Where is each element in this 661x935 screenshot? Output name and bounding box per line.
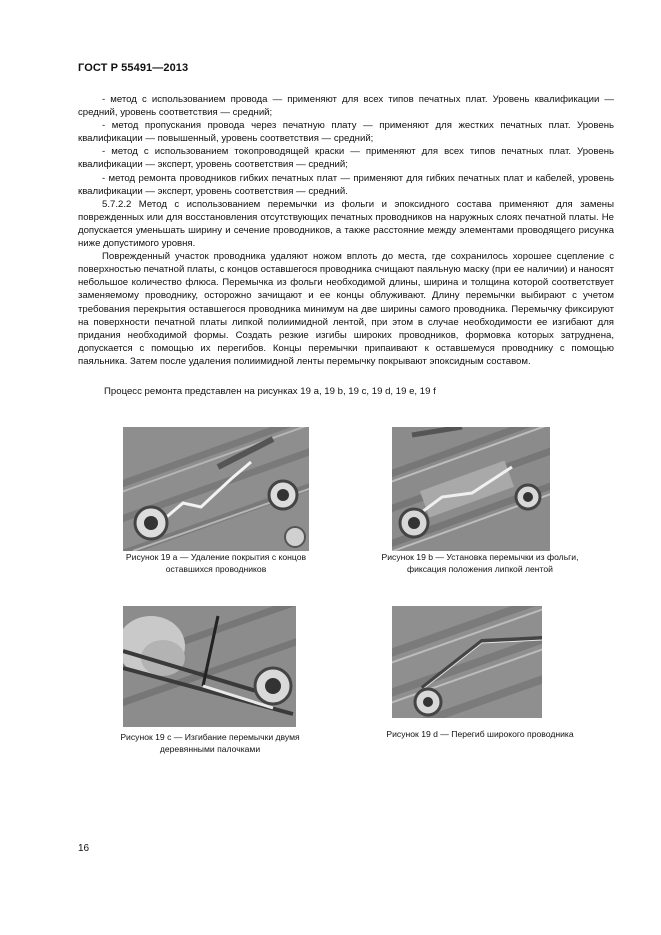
figure-19c-caption (100, 732, 320, 755)
process-reference-line: Процесс ремонта представлен на рисунках 19 а, 19 b, 19 с, 19 d, 19 е, 19 f (104, 386, 436, 397)
paragraph: - метод с использованием провода — применяют для всех типов печатных плат. Уровень квалификации — средний, уровень соответствия — средний; (78, 94, 614, 119)
caption-line: Рисунок 19 а — Удаление покрытия с концов (125, 552, 307, 562)
paragraph: - метод с использованием токопроводящей краски — применяют для всех типов печатных плат. Уровень квалификации — эксперт, уровень соответствия — средний; (78, 146, 614, 171)
figure-19a-caption (100, 552, 332, 575)
caption-line: фиксация положения липкой лентой (407, 563, 553, 574)
figure-19b-photo (392, 427, 550, 551)
caption-line: оставшихся проводников (165, 563, 267, 574)
paragraph: Поврежденный участок проводника удаляют ножом вплоть до места, где сохранилось хорошее сцепление с поверхностью печатной платы, с концов оставшегося проводника счищают паяльную маску (при ее наличии) и наносят небольшое количество флюса. Перемычка из фольги необходимой длины, ширина и толщина которой соответствует заменяемому проводнику, осторожно зачищают и ее концы облуживают. Длину перемычки выбирают с учетом требования перекрытия оставшегося проводника минимум на две ширины самого проводника. Перемычку фиксируют на поверхности печатной платы липкой полиимидной лентой, при этом в случае необходимости ее изгибают для придания необходимой формы. Создать резкие изгибы широких проводников, формовка которых затруднена, допускается с помощью их перегибов. Концы перемычки припаивают к оставшемуся проводнику с помощью паяльника. Затем после удаления полиимидной ленты перемычку покрывают эпоксидным составом. (78, 251, 614, 367)
figure-19d-photo (392, 606, 542, 718)
figure-19d-caption (360, 729, 600, 741)
caption-line: Рисунок 19 b — Установка перемычки из фольги, (381, 552, 579, 562)
paragraph: - метод ремонта проводников гибких печатных плат — применяют для гибких печатных плат и кабелей, уровень квалификации — эксперт, уровень соответствия — средний. (78, 172, 614, 197)
caption-line: Рисунок 19 с — Изгибание перемычки двумя (120, 732, 300, 742)
paragraph: - метод пропускания провода через печатную плату — применяют для жестких печатных плат. Уровень квалификации — повышенный, уровень соответствия — средний; (78, 120, 614, 145)
body-text (78, 93, 614, 368)
page-number: 16 (78, 843, 90, 854)
figure-19c-photo (123, 606, 296, 727)
caption-line: деревянными палочками (159, 743, 261, 754)
caption-line: Рисунок 19 d — Перегиб широкого проводника (386, 729, 574, 739)
document-header: ГОСТ Р 55491—2013 (78, 62, 189, 74)
figure-19b-caption (350, 552, 610, 575)
figure-19a-photo (123, 427, 309, 551)
paragraph: 5.7.2.2 Метод с использованием перемычки из фольги и эпоксидного состава применяют для замены поврежденных или для восстановления отсутствующих печатных проводников на наружных слоях печатной платы. Не допускается уменьшать ширину и сечение проводников, а также расстояние между элементами проводящего рисунка ниже допустимого уровня. (78, 198, 614, 250)
